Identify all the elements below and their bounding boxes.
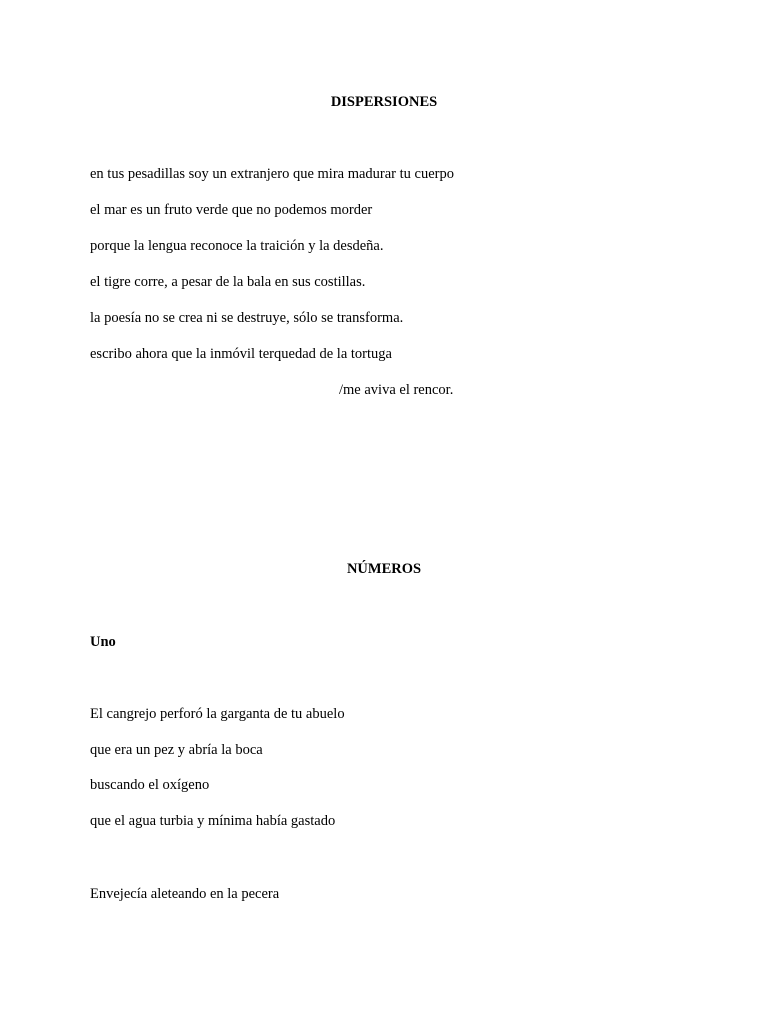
poem-line: que el agua turbia y mínima había gastado [90,813,336,829]
poem-line: buscando el oxígeno [90,777,210,793]
poem-line: escribo ahora que la inmóvil terquedad de la tortuga [90,346,392,362]
section-title-dispersiones: DISPERSIONES [330,94,438,110]
poem-line: el tigre corre, a pesar de la bala en sus costillas. [90,274,366,290]
poem-line: porque la lengua reconoce la traición y la desdeña. [90,238,384,254]
section-title-numeros: NÚMEROS [346,561,422,577]
poem-line: Envejecía aleteando en la pecera [90,886,280,902]
poem-line: en tus pesadillas soy un extranjero que mira madurar tu cuerpo [90,166,454,182]
poem-line: la poesía no se crea ni se destruye, sólo se transforma. [90,310,404,326]
section-subtitle: Uno [90,634,116,650]
poem-line-indented: /me aviva el rencor. [339,382,454,398]
poem-line: el mar es un fruto verde que no podemos morder [90,202,373,218]
poem-line: que era un pez y abría la boca [90,742,263,758]
poem-line: El cangrejo perforó la garganta de tu abuelo [90,706,345,722]
